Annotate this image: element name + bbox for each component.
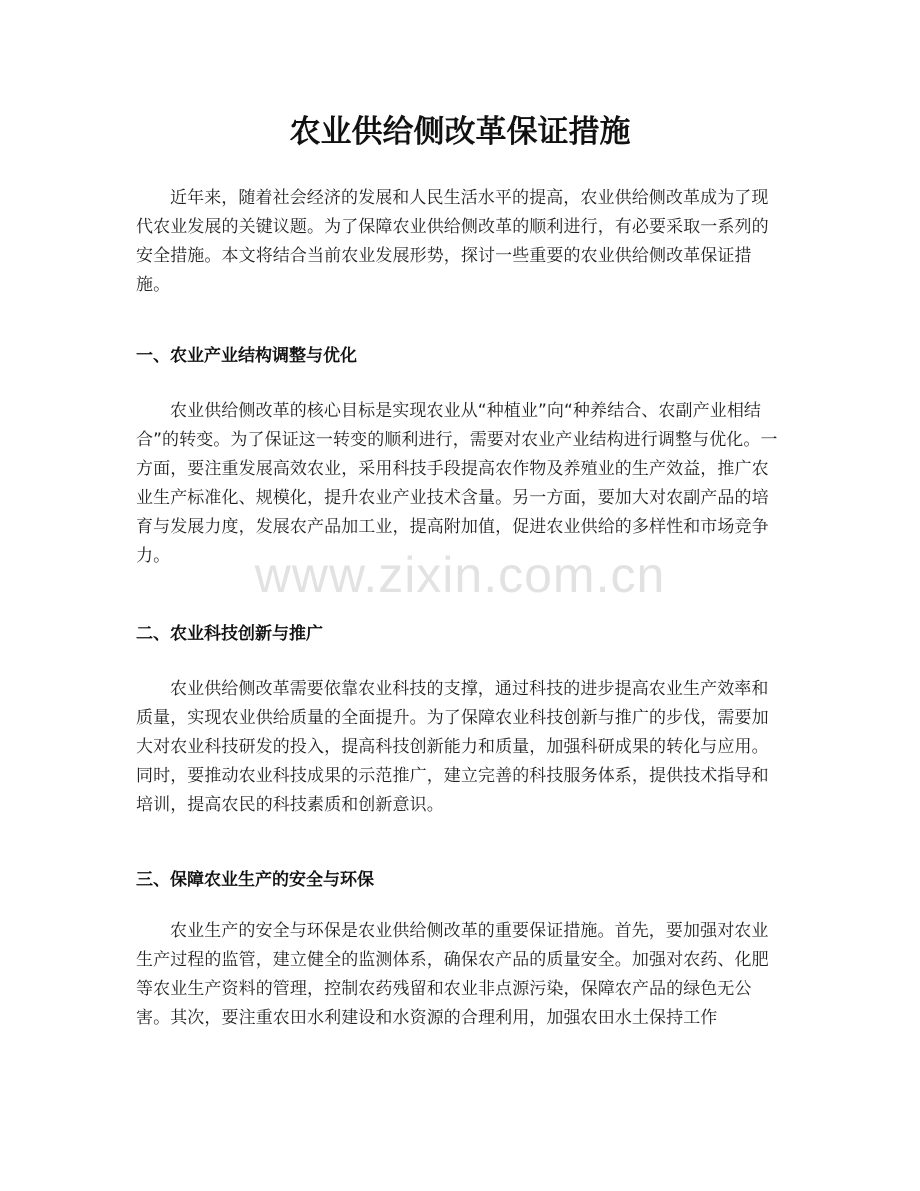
watermark-text: www.zixin.com.cn [254, 547, 666, 603]
section-body-2: 农业供给侧改革需要依靠农业科技的支撑，通过科技的进步提高农业生产效率和质量，实现农业供给质量的全面提升。为了保障农业科技创新与推广的步伐，需要加大对农业科技研发的投入，提高科技创新能力和质量，加强科研成果的转化与应用。同时，要推动农业科技成果的示范推广，建立完善的科技服务体系，提供技术指导和培训，提高农民的科技素质和创新意识。 [136, 679, 769, 815]
section-body-1: 农业供给侧改革的核心目标是实现农业从“种植业”向“种养结合、农副产业相结合”的转变。为了保证这一转变的顺利进行，需要对农业产业结构进行调整与优化。一方面，要注重发展高效农业，采用科技手段提高农作物及养殖业的生产效益，推广农业生产标准化、规模化，提升农业产业技术含量。另一方面，要加大对农副产品的培育与发展力度，发展农产品加工业，提高附加值，促进农业供给的多样性和市场竞争力。 [136, 401, 778, 566]
document-title: 农业供给侧改革保证措施 [289, 114, 631, 150]
section-heading-3: 三、保障农业生产的安全与环保 [136, 870, 374, 890]
intro-paragraph: 近年来，随着社会经济的发展和人民生活水平的提高，农业供给侧改革成为了现代农业发展的关键议题。为了保障农业供给侧改革的顺利进行，有必要采取一系列的安全措施。本文将结合当前农业发展形势，探讨一些重要的农业供给侧改革保证措施。 [136, 188, 769, 295]
section-heading-1: 一、农业产业结构调整与优化 [136, 346, 357, 366]
section-heading-2: 二、农业科技创新与推广 [136, 624, 323, 644]
section-body-3: 农业生产的安全与环保是农业供给侧改革的重要保证措施。首先，要加强对农业生产过程的监管，建立健全的监测体系，确保农产品的质量安全。加强对农药、化肥等农业生产资料的管理，控制农药残留和农业非点源污染，保障农产品的绿色无公害。其次，要注重农田水利建设和水资源的合理利用，加强农田水土保持工作 [136, 921, 769, 1028]
